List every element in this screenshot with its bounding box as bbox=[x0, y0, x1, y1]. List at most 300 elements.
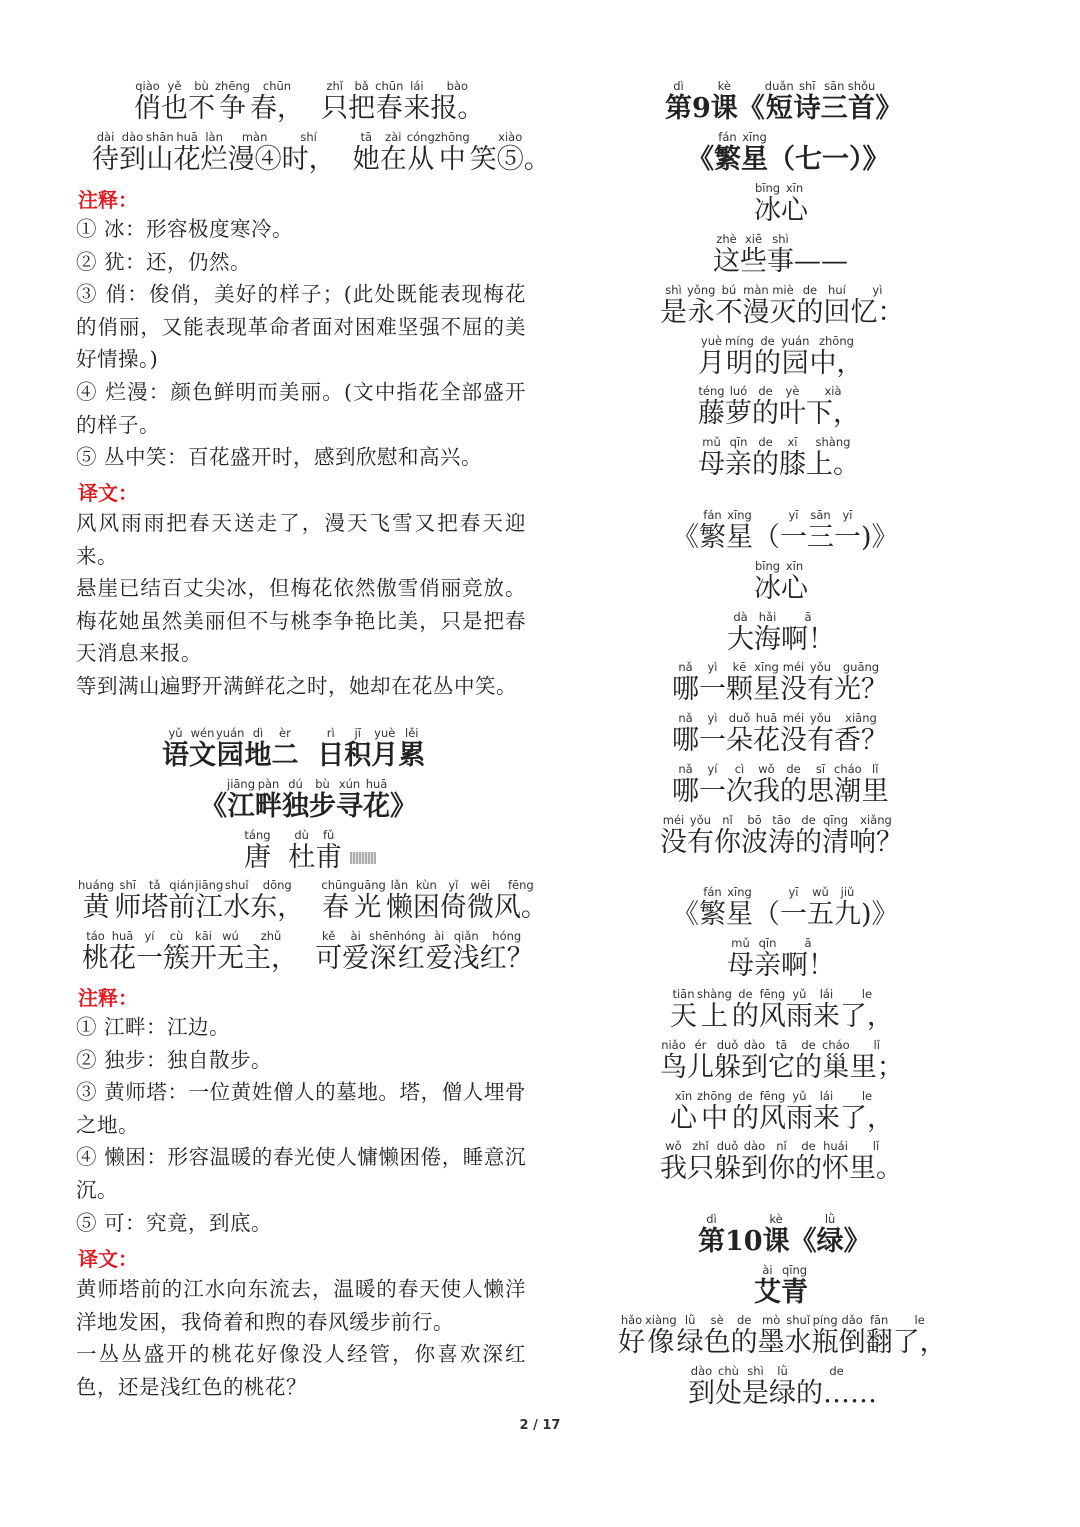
hanzi: 《 bbox=[200, 791, 227, 822]
hanzi: 艾 bbox=[754, 1277, 781, 1308]
hanzi: 膝 bbox=[779, 449, 806, 480]
ruby-char bbox=[309, 778, 336, 823]
pinyin: zhēng bbox=[215, 79, 250, 93]
ruby-char bbox=[350, 879, 386, 924]
paragraph-line: 风风雨雨把春天送走了，漫天飞雪又把春天迎来。 bbox=[76, 511, 526, 568]
pinyin: kùn bbox=[415, 878, 437, 892]
pinyin: xīng bbox=[727, 508, 752, 522]
pinyin: de bbox=[801, 813, 816, 827]
poem-line bbox=[660, 284, 904, 329]
hanzi: 只 bbox=[321, 93, 349, 124]
ruby-char bbox=[190, 930, 217, 975]
ruby-char bbox=[244, 829, 271, 874]
ruby-char bbox=[726, 661, 753, 706]
ruby-char bbox=[282, 778, 309, 823]
ruby-char bbox=[78, 879, 114, 924]
ruby-char bbox=[834, 886, 861, 931]
ruby-char bbox=[371, 727, 398, 772]
hanzi: 五 bbox=[807, 899, 834, 930]
pinyin: qiǎn bbox=[453, 929, 479, 943]
ruby-char bbox=[618, 1314, 645, 1359]
ruby-char bbox=[645, 1314, 677, 1359]
hanzi: 《 bbox=[737, 93, 765, 124]
pinyin: le bbox=[914, 1313, 925, 1327]
ruby-char bbox=[866, 1314, 893, 1359]
pinyin: nǎ bbox=[678, 762, 693, 776]
pinyin: yī bbox=[842, 508, 853, 522]
pinyin: bào bbox=[446, 79, 469, 93]
ruby-char bbox=[840, 988, 894, 1033]
paragraph-line: ④ 懒困：形容温暖的春光使人慵懒困倦，睡意沉沉。 bbox=[76, 1145, 526, 1202]
pinyin: qīn bbox=[758, 936, 777, 950]
pinyin: hǎo bbox=[620, 1313, 643, 1327]
ruby-char bbox=[759, 1090, 786, 1135]
ruby-char bbox=[796, 284, 823, 329]
pinyin: shuǐ bbox=[224, 878, 249, 892]
pinyin: lěi bbox=[405, 726, 419, 740]
pinyin: hǎi bbox=[758, 610, 777, 624]
ruby-char bbox=[440, 879, 467, 924]
pinyin: shí bbox=[300, 130, 317, 144]
hanzi: 的 bbox=[752, 449, 779, 480]
hanzi: 瓶 bbox=[811, 1327, 839, 1358]
ruby-char bbox=[317, 727, 344, 772]
pinyin: táng bbox=[244, 828, 271, 842]
pinyin: huā bbox=[176, 130, 198, 144]
hanzi: 花 bbox=[109, 943, 136, 974]
ruby-char bbox=[807, 509, 834, 554]
ruby-char bbox=[769, 284, 796, 329]
translation-text bbox=[76, 507, 526, 703]
ruby-char bbox=[861, 509, 899, 554]
ruby-char bbox=[201, 131, 228, 176]
pinyin: fēng bbox=[508, 878, 534, 892]
ruby-char bbox=[353, 131, 380, 176]
ruby-char bbox=[298, 727, 317, 772]
hanzi: 爱 bbox=[342, 943, 370, 974]
pinyin: nǐ bbox=[722, 813, 733, 827]
ruby-char bbox=[687, 284, 715, 329]
pinyin: ài bbox=[434, 929, 445, 943]
hanzi: 星 bbox=[726, 899, 753, 930]
hanzi: 漫④ bbox=[227, 144, 282, 175]
hanzi: 日 bbox=[317, 740, 345, 771]
ruby-char bbox=[840, 1090, 894, 1135]
ruby-char bbox=[780, 661, 807, 706]
pinyin: jiāng bbox=[195, 878, 224, 892]
translation-text bbox=[76, 1273, 526, 1403]
pinyin: míng bbox=[725, 334, 754, 348]
hanzi: 是 bbox=[660, 297, 687, 328]
paragraph-line: ⑤ 丛中笑：百花盛开时，感到欣慰和高兴。 bbox=[76, 445, 483, 470]
pinyin bbox=[304, 879, 321, 892]
ruby-char bbox=[467, 879, 494, 924]
ruby-char bbox=[670, 1090, 697, 1135]
hanzi bbox=[304, 892, 321, 924]
hanzi: 到 bbox=[741, 1052, 768, 1083]
pinyin bbox=[200, 778, 227, 791]
ruby-char bbox=[162, 727, 189, 772]
hanzi: 诗 bbox=[793, 93, 821, 124]
pinyin: chūn bbox=[262, 79, 292, 93]
hanzi: 东， bbox=[250, 892, 305, 923]
ruby-char bbox=[397, 930, 426, 975]
pinyin bbox=[692, 80, 711, 93]
pinyin: sè bbox=[710, 1313, 724, 1327]
ruby-char bbox=[699, 509, 726, 554]
poem-line bbox=[727, 937, 835, 982]
ruby-char bbox=[725, 385, 752, 430]
pinyin: yǔ bbox=[792, 987, 807, 1001]
hanzi bbox=[304, 93, 321, 125]
hanzi: 不 bbox=[188, 93, 215, 124]
pinyin bbox=[298, 727, 317, 740]
pinyin: chūn bbox=[321, 878, 350, 892]
ruby-char bbox=[282, 131, 336, 176]
ruby-char bbox=[742, 284, 769, 329]
ruby-char bbox=[250, 879, 304, 924]
ruby-char bbox=[753, 763, 780, 808]
hanzi: 《 bbox=[789, 1226, 817, 1257]
hanzi: 她 bbox=[352, 144, 380, 175]
pinyin: mǔ bbox=[702, 435, 721, 449]
pinyin: xīn bbox=[785, 559, 804, 573]
hanzi: 永 bbox=[687, 297, 715, 328]
hanzi: 前 bbox=[168, 892, 196, 923]
ruby-char bbox=[725, 1213, 763, 1258]
hanzi: 的 bbox=[752, 398, 779, 429]
pinyin: méi bbox=[782, 711, 805, 725]
hanzi: 光 bbox=[354, 892, 382, 923]
pinyin: cháo bbox=[834, 762, 862, 776]
hanzi: 春 bbox=[375, 93, 403, 124]
hanzi: 杜 bbox=[288, 842, 316, 873]
hanzi: 烂 bbox=[200, 144, 228, 175]
poem-line bbox=[688, 1365, 877, 1410]
hanzi: 怀 bbox=[822, 1153, 849, 1184]
pinyin: lǜ bbox=[684, 1313, 696, 1327]
hanzi: 园 bbox=[216, 740, 244, 771]
pinyin: yuè bbox=[700, 334, 723, 348]
pinyin: ā bbox=[804, 610, 812, 624]
hanzi: 江 bbox=[195, 892, 223, 923]
page-number: 2 / 17 bbox=[519, 1418, 561, 1433]
ruby-char bbox=[741, 1140, 768, 1185]
pinyin: chù bbox=[718, 1364, 739, 1378]
pinyin: màn bbox=[743, 283, 769, 297]
hanzi: 寻 bbox=[336, 791, 364, 822]
ruby-char bbox=[163, 930, 190, 975]
lesson-heading bbox=[698, 1213, 871, 1258]
ruby-char bbox=[255, 778, 282, 823]
pinyin: luó bbox=[729, 384, 748, 398]
hanzi: 桃 bbox=[82, 943, 109, 974]
pinyin: nǎ bbox=[678, 711, 693, 725]
poem-title bbox=[687, 131, 890, 176]
pinyin: yī bbox=[788, 885, 799, 899]
pinyin: tāo bbox=[772, 813, 791, 827]
hanzi: 哪 bbox=[672, 776, 699, 807]
ruby-char bbox=[726, 509, 753, 554]
hanzi: 漫 bbox=[742, 297, 770, 328]
pinyin: tā bbox=[775, 1038, 788, 1052]
ruby-char bbox=[174, 131, 201, 176]
ruby-char bbox=[806, 436, 860, 481]
pinyin: màn bbox=[241, 130, 268, 144]
pinyin: xīng bbox=[754, 660, 779, 674]
ruby-char bbox=[758, 1314, 785, 1359]
ruby-char bbox=[660, 1039, 687, 1084]
poem-author bbox=[754, 182, 808, 227]
ruby-char bbox=[250, 80, 304, 125]
ruby-char bbox=[244, 930, 298, 975]
hanzi: 师 bbox=[114, 892, 142, 923]
hanzi: 星 bbox=[726, 522, 753, 553]
pinyin: duǒ bbox=[716, 1038, 739, 1052]
ruby-char bbox=[699, 886, 726, 931]
pinyin: wǔ bbox=[812, 885, 829, 899]
hanzi: 塔 bbox=[141, 892, 169, 923]
ruby-char bbox=[813, 1090, 840, 1135]
ruby-char bbox=[161, 80, 188, 125]
pinyin: sān bbox=[824, 79, 845, 93]
pinyin: píng bbox=[812, 1313, 838, 1327]
pinyin: yǔ bbox=[168, 726, 183, 740]
pinyin: bù bbox=[194, 79, 209, 93]
hanzi: 光？ bbox=[834, 674, 888, 705]
pinyin: shì bbox=[665, 283, 682, 297]
ruby-char bbox=[765, 80, 794, 125]
pinyin: yuán bbox=[781, 334, 810, 348]
ruby-char bbox=[768, 131, 890, 176]
hanzi: 思 bbox=[807, 776, 834, 807]
pinyin bbox=[844, 1213, 871, 1226]
ruby-char bbox=[727, 937, 754, 982]
ruby-char bbox=[754, 335, 781, 380]
ruby-char bbox=[822, 1140, 849, 1185]
ruby-char bbox=[672, 763, 699, 808]
ruby-char bbox=[732, 988, 759, 1033]
pinyin: shàng bbox=[815, 435, 851, 449]
pinyin: wēi bbox=[470, 878, 491, 892]
pinyin: yě bbox=[167, 79, 182, 93]
hanzi: 的 bbox=[795, 827, 822, 858]
poem-line bbox=[698, 385, 860, 430]
pinyin: zhōng bbox=[697, 1089, 732, 1103]
pinyin: mò bbox=[762, 1313, 781, 1327]
hanzi: 母 bbox=[698, 449, 725, 480]
pinyin: ér bbox=[694, 1038, 707, 1052]
ruby-char bbox=[711, 80, 738, 125]
ruby-char bbox=[834, 509, 861, 554]
pinyin: bǎ bbox=[354, 79, 369, 93]
ruby-char bbox=[875, 80, 902, 125]
pinyin: zhǐ bbox=[692, 1139, 709, 1153]
hanzi: 你 bbox=[768, 1153, 795, 1184]
hanzi: 微 bbox=[466, 892, 494, 923]
hanzi: 清 bbox=[822, 827, 849, 858]
ruby-char bbox=[375, 80, 403, 125]
ruby-char bbox=[665, 80, 692, 125]
pinyin: dào bbox=[743, 1038, 766, 1052]
pinyin: de bbox=[801, 1038, 816, 1052]
ruby-char bbox=[780, 712, 807, 757]
pinyin: qīng bbox=[822, 813, 849, 827]
pinyin: bú bbox=[721, 283, 737, 297]
pinyin: shī bbox=[798, 79, 816, 93]
ruby-char bbox=[725, 335, 754, 380]
pinyin: xiāng bbox=[845, 711, 877, 725]
pinyin: yè bbox=[785, 384, 800, 398]
hanzi: 江 bbox=[227, 791, 255, 822]
hanzi: 风 bbox=[758, 1001, 786, 1032]
pinyin: guāng bbox=[842, 660, 880, 674]
ruby-char bbox=[304, 80, 321, 125]
hanzi: 只 bbox=[687, 1153, 714, 1184]
pinyin: de bbox=[786, 762, 801, 776]
pinyin: yì bbox=[872, 283, 883, 297]
pinyin: cóng bbox=[406, 130, 435, 144]
ruby-char bbox=[369, 930, 397, 975]
hanzi: 有 bbox=[807, 674, 834, 705]
ruby-char bbox=[470, 131, 551, 176]
ruby-char bbox=[726, 886, 753, 931]
poem-line bbox=[670, 1090, 894, 1135]
pinyin: xiǎng bbox=[860, 813, 892, 827]
pinyin bbox=[753, 509, 780, 522]
ruby-char bbox=[781, 335, 809, 380]
pinyin: hóng bbox=[396, 929, 426, 943]
ruby-char bbox=[435, 131, 470, 176]
hanzi: 波 bbox=[741, 827, 768, 858]
pinyin bbox=[298, 930, 315, 943]
pinyin: nǐ bbox=[776, 1139, 787, 1153]
pinyin: dà bbox=[733, 610, 748, 624]
ruby-char bbox=[348, 80, 375, 125]
hanzi: 园 bbox=[781, 348, 809, 379]
ruby-char bbox=[363, 778, 390, 823]
hanzi: 没 bbox=[780, 725, 807, 756]
ruby-char bbox=[754, 182, 781, 227]
ruby-char bbox=[715, 1365, 742, 1410]
paragraph-line: ① 冰：形容极度寒冷。 bbox=[76, 217, 294, 241]
pinyin: èr bbox=[279, 726, 291, 740]
hanzi: 水 bbox=[784, 1327, 812, 1358]
notes-label: 注释： bbox=[78, 986, 138, 1010]
pinyin: xīng bbox=[742, 130, 767, 144]
hanzi: 倒 bbox=[838, 1327, 866, 1358]
ruby-char bbox=[741, 1039, 768, 1084]
hanzi: 到 bbox=[688, 1378, 715, 1409]
pinyin bbox=[687, 131, 714, 144]
ruby-char bbox=[834, 712, 888, 757]
hanzi: 风 bbox=[758, 1103, 786, 1134]
hanzi: 的 bbox=[730, 1327, 758, 1358]
ruby-char bbox=[725, 436, 752, 481]
ruby-char bbox=[844, 1213, 871, 1258]
ruby-char bbox=[672, 712, 699, 757]
pinyin bbox=[768, 131, 890, 144]
hanzi: 《 bbox=[672, 522, 699, 553]
pinyin: shēn bbox=[369, 929, 397, 943]
ruby-char bbox=[714, 131, 741, 176]
pinyin: fán bbox=[718, 130, 737, 144]
pinyin: lǐ bbox=[872, 762, 879, 776]
hanzi: 的 bbox=[795, 1153, 822, 1184]
ruby-char bbox=[834, 661, 888, 706]
pinyin: le bbox=[861, 1089, 873, 1103]
ruby-char bbox=[732, 1090, 759, 1135]
pinyin: duǒ bbox=[716, 1139, 739, 1153]
hanzi: —— bbox=[794, 246, 848, 277]
hanzi: 也 bbox=[161, 93, 188, 124]
poem-line bbox=[672, 661, 888, 706]
ruby-char bbox=[727, 611, 754, 656]
pinyin: shǒu bbox=[847, 79, 876, 93]
hanzi: 哪 bbox=[672, 725, 699, 756]
hanzi: 墨 bbox=[757, 1327, 785, 1358]
pinyin: lǎn bbox=[390, 878, 409, 892]
ruby-char bbox=[796, 1365, 877, 1410]
pinyin: bīng bbox=[754, 559, 781, 573]
hanzi: 地 bbox=[244, 740, 272, 771]
hanzi: 把 bbox=[348, 93, 376, 124]
pinyin: huā bbox=[365, 777, 388, 791]
poem-author bbox=[244, 829, 376, 874]
hanzi: 9 bbox=[692, 93, 711, 124]
ruby-char bbox=[687, 1039, 714, 1084]
hanzi: 灭 bbox=[769, 297, 797, 328]
poem-title bbox=[672, 509, 899, 554]
ruby-char bbox=[754, 611, 781, 656]
pinyin: xīng bbox=[727, 885, 752, 899]
pinyin bbox=[738, 80, 765, 93]
hanzi: 可 bbox=[315, 943, 343, 974]
pinyin bbox=[753, 886, 780, 899]
ruby-char bbox=[781, 182, 808, 227]
pinyin: shì bbox=[772, 232, 789, 246]
poem-line bbox=[727, 611, 835, 656]
ruby-char bbox=[304, 879, 321, 924]
hanzi: 里。 bbox=[849, 1153, 903, 1184]
pinyin: shì bbox=[747, 1364, 764, 1378]
pinyin: huí bbox=[828, 283, 846, 297]
hanzi: 潮 bbox=[834, 776, 862, 807]
ruby-char bbox=[660, 284, 687, 329]
hanzi: 中， bbox=[809, 348, 864, 379]
pinyin: de bbox=[760, 334, 775, 348]
hanzi: 冰 bbox=[754, 195, 781, 226]
hanzi: 黄 bbox=[82, 892, 110, 923]
hanzi: 星 bbox=[753, 674, 780, 705]
pinyin: méi bbox=[662, 813, 685, 827]
pinyin: chūn bbox=[375, 79, 404, 93]
pinyin: dù bbox=[294, 828, 309, 842]
translation-label: 译文： bbox=[78, 481, 138, 505]
hanzi bbox=[298, 943, 315, 975]
hanzi: 躲 bbox=[714, 1153, 741, 1184]
hanzi: 了， bbox=[839, 1103, 894, 1134]
hanzi: 春 bbox=[322, 892, 350, 923]
hanzi: 的 bbox=[731, 1001, 759, 1032]
paragraph-line: ① 江畔：江边。 bbox=[76, 1015, 231, 1039]
hanzi: 哪 bbox=[672, 674, 699, 705]
hanzi: 这 bbox=[713, 246, 740, 277]
pinyin: cháo bbox=[822, 1038, 850, 1052]
hanzi: 花 bbox=[753, 725, 780, 756]
hanzi: 积 bbox=[344, 740, 372, 771]
pinyin bbox=[336, 131, 353, 144]
